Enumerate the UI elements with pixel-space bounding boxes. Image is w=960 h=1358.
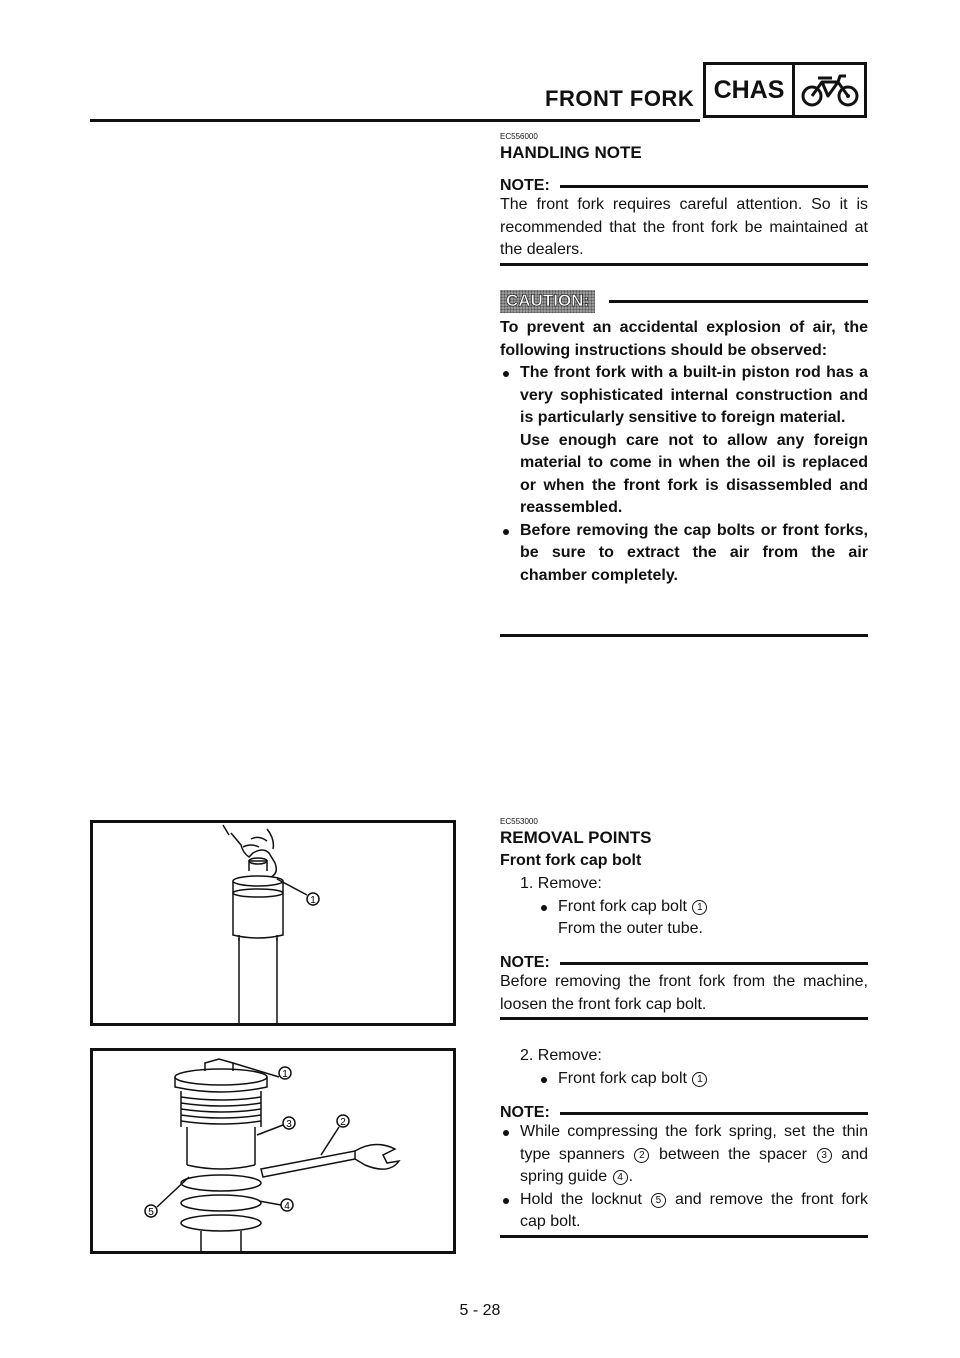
caution-header: [500, 290, 868, 313]
caution-item-1: The front fork with a built-in piston rod has a very sophisticated internal construction and is particularly sensitive to foreign material.: [520, 364, 868, 426]
caution-intro: To prevent an accidental explosion of air, the following instructions should be observed:: [500, 319, 868, 359]
callout-ref: 1: [692, 900, 707, 915]
note-label: NOTE:: [500, 1104, 550, 1121]
step-item-note: From the outer tube.: [558, 920, 703, 937]
caution-bullet: [500, 362, 868, 520]
note-text: and remove the front fork cap bolt.: [520, 1190, 869, 1230]
note-text: While compressing the fork spring, set the thin type spanners: [520, 1123, 868, 1163]
note-text: and spring guide: [520, 1145, 868, 1185]
note-text: Before removing the front fork from the machine, loosen the front fork cap bolt.: [500, 973, 868, 1013]
note-end-rule: [500, 1017, 868, 1020]
caution-end-rule: [500, 634, 868, 637]
note-list: [500, 1121, 868, 1234]
step-item: [538, 1068, 868, 1091]
step-item-text: Front fork cap bolt: [558, 897, 687, 915]
step-label: 1. Remove:: [520, 875, 602, 892]
step-item: [538, 896, 868, 941]
callout-ref: 4: [613, 1170, 628, 1185]
callout-ref: 5: [651, 1193, 666, 1208]
callout-ref: 2: [634, 1148, 649, 1163]
caution-body: [500, 317, 868, 587]
note-bullet: [500, 1121, 868, 1189]
section-badge: [703, 62, 867, 118]
note-end-rule: [500, 263, 868, 266]
section-label: CHAS: [706, 65, 795, 115]
note-end-rule: [500, 1235, 868, 1238]
section-code: EC553000: [500, 817, 538, 826]
callout-label: 3: [286, 1119, 292, 1130]
section-heading: HANDLING NOTE: [500, 143, 642, 162]
callout-label: 2: [340, 1117, 346, 1128]
callout-label: 5: [148, 1207, 154, 1218]
figure-cap-bolt-removal: [90, 820, 456, 1026]
note-label: NOTE:: [500, 177, 550, 194]
note-text: .: [628, 1168, 634, 1185]
page-title: FRONT FORK: [545, 86, 695, 111]
header-rule: [90, 119, 700, 122]
motorcycle-icon: [795, 65, 864, 115]
note-label: NOTE:: [500, 954, 550, 971]
note-bullet: [500, 1189, 868, 1234]
page-number: 5 - 28: [459, 1302, 501, 1319]
callout-ref: 3: [817, 1148, 832, 1163]
caution-item-1-cont: Use enough care not to allow any foreign material to come in when the oil is replaced or when the front fork is disassembled and reassembled.: [520, 431, 868, 516]
subsection-heading: Front fork cap bolt: [500, 852, 642, 869]
caution-item-2: Before removing the cap bolts or front forks, be sure to extract the air from the air chamber completely.: [520, 521, 868, 584]
callout-label: 1: [310, 895, 316, 906]
step-item-text: Front fork cap bolt: [558, 1069, 687, 1087]
caution-bullet: [500, 520, 868, 588]
fork-spring-illustration: [93, 1051, 453, 1251]
callout-ref: 1: [692, 1072, 707, 1087]
figure-spanner-setup: [90, 1048, 456, 1254]
caution-label: CAUTION:: [500, 290, 595, 313]
section-heading: REMOVAL POINTS: [500, 828, 652, 847]
callout-label: 1: [282, 1069, 288, 1080]
section-code: EC556000: [500, 132, 538, 141]
step-2: [520, 1045, 868, 1090]
step-1: [520, 873, 868, 941]
note-text: between the spacer: [658, 1145, 808, 1163]
callout-label: 4: [284, 1201, 290, 1212]
note-text: Hold the locknut: [520, 1190, 642, 1208]
note-text: The front fork requires careful attention. So it is recommended that the front fork be maintained at the dealers.: [500, 196, 868, 258]
step-label: 2. Remove:: [520, 1047, 602, 1064]
fork-tube-illustration: [93, 823, 453, 1023]
